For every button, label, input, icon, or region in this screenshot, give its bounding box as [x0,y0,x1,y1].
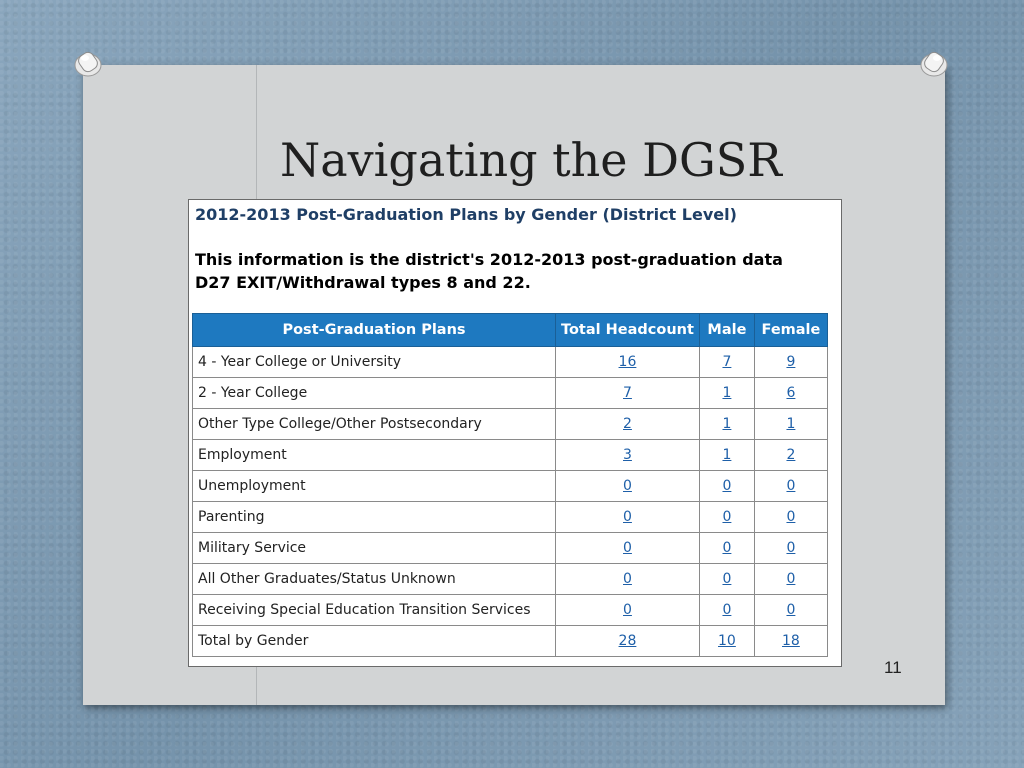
cell-total [556,409,700,440]
total-count-link[interactable]: 7 [623,385,632,401]
cell-total [556,564,700,595]
column-header-plans: Post-Graduation Plans [193,314,556,347]
total-count-link[interactable]: 0 [623,571,632,587]
report-description-line2: D27 EXIT/Withdrawal types 8 and 22. [195,273,531,292]
cell-male [699,595,754,626]
total-count-link[interactable]: 0 [623,509,632,525]
cell-female [754,502,827,533]
female-count-link[interactable]: 0 [786,478,796,494]
cell-male [699,440,754,471]
table-row [193,626,828,657]
report-title: 2012-2013 Post-Graduation Plans by Gender (District Level) [195,205,737,224]
report-description-line1: This information is the district's 2012-2013 post-graduation data [195,250,783,269]
cell-total [556,471,700,502]
plan-label: Unemployment [193,471,556,502]
cell-female [754,533,827,564]
male-count-link[interactable]: 0 [722,509,732,525]
column-header-male: Male [699,314,754,347]
cell-male [699,626,754,657]
pushpin-icon [914,43,954,83]
female-count-link[interactable]: 0 [786,509,796,525]
female-count-link[interactable]: 0 [786,571,796,587]
total-count-link[interactable]: 3 [623,447,632,463]
plan-label: All Other Graduates/Status Unknown [193,564,556,595]
total-count-link[interactable]: 2 [623,416,632,432]
plan-label: Receiving Special Education Transition Services [193,595,556,626]
male-count-link[interactable]: 10 [718,633,736,649]
table-row [193,440,828,471]
cell-male [699,471,754,502]
report-description [195,248,842,294]
female-count-link[interactable]: 1 [786,416,796,432]
total-count-link[interactable]: 28 [618,633,637,649]
table-row [193,378,828,409]
cell-female [754,564,827,595]
cell-total [556,595,700,626]
male-count-link[interactable]: 7 [722,354,732,370]
female-count-link[interactable]: 0 [786,540,796,556]
male-count-link[interactable]: 0 [722,571,732,587]
post-graduation-plans-table [192,313,828,657]
table-row [193,409,828,440]
cell-total [556,378,700,409]
table-row [193,347,828,378]
female-count-link[interactable]: 0 [786,602,796,618]
male-count-link[interactable]: 1 [722,416,732,432]
cell-total [556,440,700,471]
table-row [193,595,828,626]
cell-total [556,502,700,533]
male-count-link[interactable]: 0 [722,478,732,494]
female-count-link[interactable]: 2 [786,447,796,463]
plan-label: Employment [193,440,556,471]
cell-male [699,502,754,533]
cell-male [699,564,754,595]
plan-label: 2 - Year College [193,378,556,409]
male-count-link[interactable]: 0 [722,540,732,556]
cell-male [699,378,754,409]
cell-male [699,409,754,440]
plan-label: Other Type College/Other Postsecondary [193,409,556,440]
table-header-row [193,314,828,347]
pushpin-icon [68,43,108,83]
table-row [193,564,828,595]
table-row [193,471,828,502]
plan-label: 4 - Year College or University [193,347,556,378]
cell-female [754,471,827,502]
cell-female [754,440,827,471]
cell-female [754,626,827,657]
male-count-link[interactable]: 1 [722,447,732,463]
cell-male [699,347,754,378]
total-count-link[interactable]: 0 [623,602,632,618]
female-count-link[interactable]: 18 [782,633,800,649]
table-row [193,502,828,533]
total-count-link[interactable]: 16 [618,354,637,370]
cell-female [754,378,827,409]
male-count-link[interactable]: 1 [722,385,732,401]
cell-female [754,409,827,440]
total-count-link[interactable]: 0 [623,540,632,556]
total-count-link[interactable]: 0 [623,478,632,494]
report-screenshot [188,199,842,667]
table-row [193,533,828,564]
page-number: 11 [884,658,902,677]
male-count-link[interactable]: 0 [722,602,732,618]
plan-label: Military Service [193,533,556,564]
cell-total [556,626,700,657]
female-count-link[interactable]: 9 [786,354,796,370]
cell-male [699,533,754,564]
plan-label: Total by Gender [193,626,556,657]
cell-female [754,347,827,378]
column-header-female: Female [754,314,827,347]
cell-total [556,347,700,378]
female-count-link[interactable]: 6 [786,385,796,401]
cell-female [754,595,827,626]
plan-label: Parenting [193,502,556,533]
slide-title: Navigating the DGSR [280,133,782,187]
cell-total [556,533,700,564]
column-header-total: Total Headcount [556,314,700,347]
